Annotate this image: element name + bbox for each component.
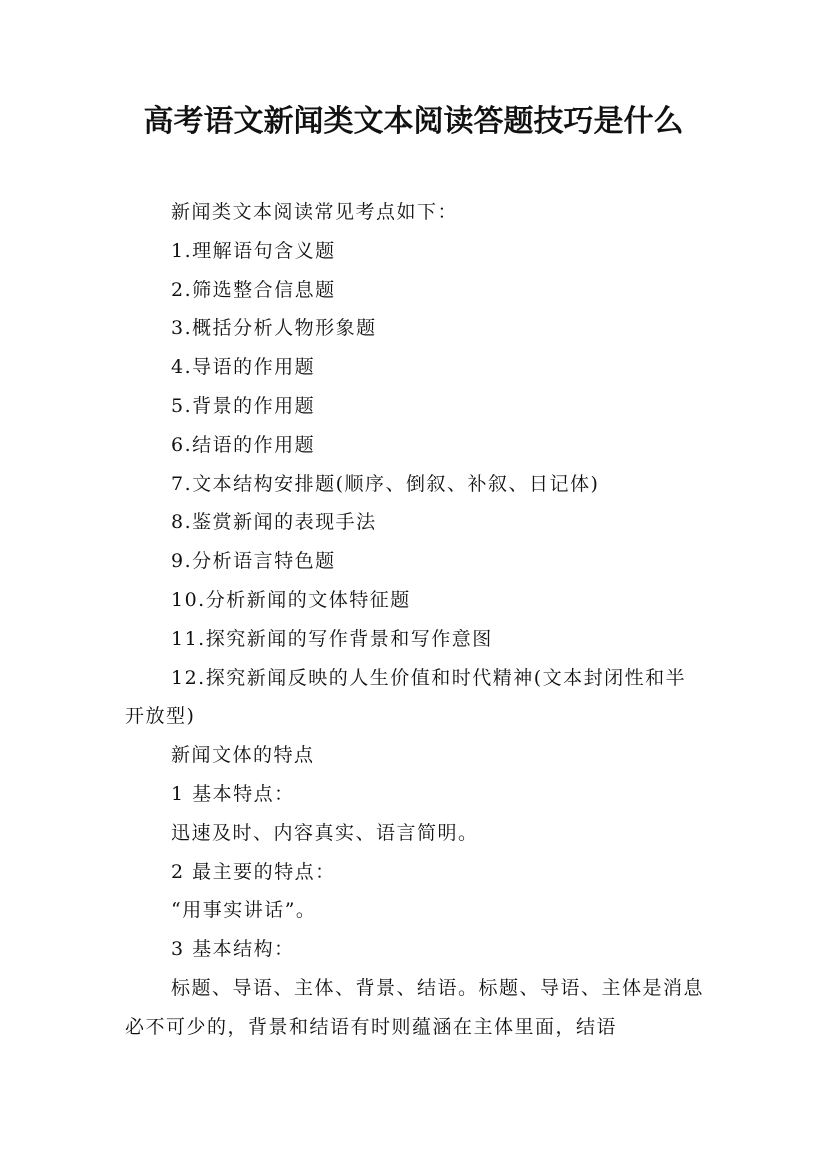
subheading-basic-features: 1 基本特点： bbox=[171, 782, 295, 805]
document-body bbox=[125, 193, 705, 1047]
list-item-5: 5.背景的作用题 bbox=[171, 394, 316, 417]
list-item-11: 11.探究新闻的写作背景和写作意图 bbox=[171, 627, 493, 650]
paragraph-main-feature: “用事实讲话”。 bbox=[171, 899, 317, 922]
list-item-8: 8.鉴赏新闻的表现手法 bbox=[171, 511, 377, 534]
paragraph-intro: 新闻类文本阅读常见考点如下： bbox=[171, 201, 459, 223]
list-item-10: 10.分析新闻的文体特征题 bbox=[171, 588, 411, 611]
list-item-2: 2.筛选整合信息题 bbox=[171, 278, 336, 301]
list-item-1: 1.理解语句含义题 bbox=[171, 239, 336, 262]
section-heading-features: 新闻文体的特点 bbox=[171, 744, 315, 767]
list-item-3: 3.概括分析人物形象题 bbox=[171, 317, 377, 340]
paragraph-basic-structure: 标题、导语、主体、背景、结语。标题、导语、主体是消息必不可少的，背景和结语有时则蕴涵在主体里面，结语 bbox=[125, 976, 705, 1038]
subheading-main-feature: 2 最主要的特点： bbox=[171, 860, 336, 883]
list-item-7: 7.文本结构安排题(顺序、倒叙、补叙、日记体) bbox=[171, 472, 600, 495]
subheading-basic-structure: 3 基本结构： bbox=[171, 938, 295, 961]
list-item-12: 12.探究新闻反映的人生价值和时代精神(文本封闭性和半开放型) bbox=[125, 666, 687, 728]
list-item-9: 9.分析语言特色题 bbox=[171, 550, 336, 573]
paragraph-basic-features: 迅速及时、内容真实、语言简明。 bbox=[171, 821, 479, 844]
list-item-6: 6.结语的作用题 bbox=[171, 433, 316, 456]
document-title: 高考语文新闻类文本阅读答题技巧是什么 bbox=[143, 104, 684, 139]
list-item-4: 4.导语的作用题 bbox=[171, 356, 316, 379]
